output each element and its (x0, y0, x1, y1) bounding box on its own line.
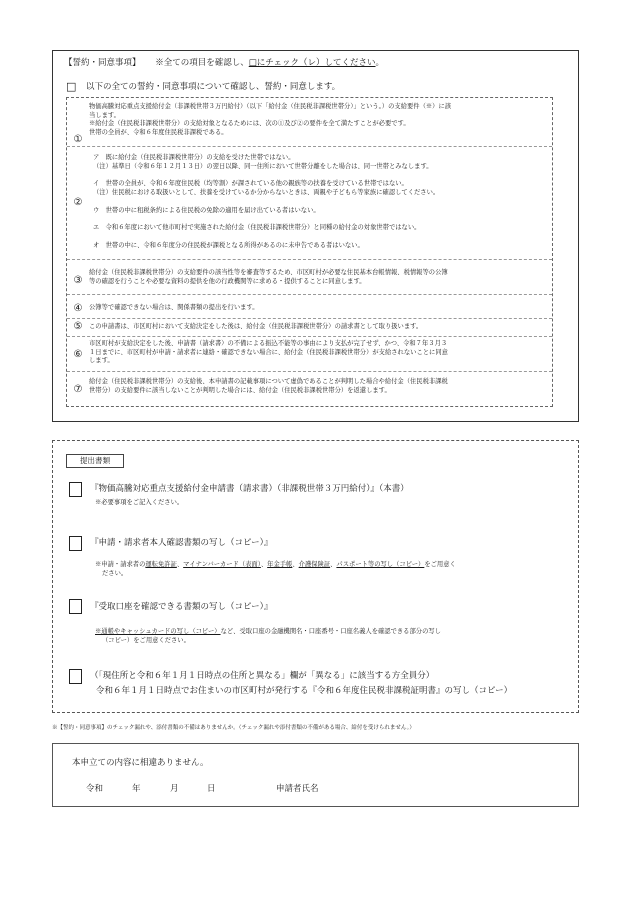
consent-item-2d: エ 令和６年度において他市町村で実施された給付金（住民税非課税世帯分）と同種の給付金の対象世帯ではない。 (93, 224, 421, 231)
item-number-7: ⑦ (73, 384, 83, 395)
document-note-2-cont: ださい。 (102, 570, 128, 577)
consent-item-5: この申請書は、市区町村において支給決定をした後は、給付金（住民税非課税世帯分）の請求書として取り扱います。 (89, 323, 423, 330)
document-note-3-cont: （コピー）をご用意ください。 (102, 637, 190, 644)
consent-header-note-link: □にチェック（レ）してください (248, 58, 376, 68)
main-consent-statement: 以下の全ての誓約・同意事項について確認し、誓約・同意します。 (86, 82, 341, 92)
consent-item-6: 市区町村が支給決定をした後、申請書（請求書）の不備による振込不能等の事由により支払が完了せず、かつ、令和７年３月３ １日までに、市区町村が申請・請求者に連絡・確認できない場合に、給付金（住民税非課税世帯分）が支給されないことに同意 します。 (89, 340, 448, 365)
item-number-1: ① (73, 134, 83, 145)
consent-header: 【誓約・同意事項】 ※全ての項目を確認し、□にチェック（レ）してください。 (64, 58, 385, 68)
documents-tag: 提出書類 (66, 454, 124, 468)
declaration-statement: 本申立ての内容に相違ありません。 (72, 758, 209, 768)
consent-item-2a: ア 既に給付金（住民税非課税世帯分）の支給を受けた世帯ではない。 （注）基準日（令和６年１２月１３日）の翌日以降、同一住所において世帯分離をした場合は、同一世帯とみなします。 (93, 154, 433, 170)
date-day-label: 日 (207, 784, 216, 794)
consent-header-note: ※全ての項目を確認し、 (155, 58, 249, 68)
date-year-label: 年 (132, 784, 141, 794)
applicant-name-label: 申請者氏名 (276, 784, 319, 794)
item-number-3: ③ (73, 275, 83, 286)
consent-header-title: 【誓約・同意事項】 (64, 58, 141, 68)
consent-item-2c: ウ 世帯の中に租税条約による住民税の免除の適用を届け出ている者はいない。 (93, 207, 320, 214)
item-number-6: ⑥ (73, 349, 83, 360)
consent-item-3: 給付金（住民税非課税世帯分）の支給要件の該当性等を審査等するため、市区町村が必要な住民基本台帳情報、税情報等の公簿 等の確認を行うことや必要な資料の提供を他の行政機関等に求める・提供することに同意します。 (89, 269, 448, 285)
document-note-3: ※通帳やキャッシュカードの写し（コピー）など、受取口座の金融機関名・口座番号・口座名義人を確認できる部分の写し (95, 628, 441, 635)
document-title-3: 『受取口座を確認できる書類の写し（コピー）』 (90, 602, 273, 612)
document-checkbox-1[interactable] (69, 482, 82, 497)
document-checkbox-4[interactable] (69, 669, 82, 684)
document-title-2: 『申請・請求者本人確認書類の写し（コピー）』 (90, 538, 273, 548)
date-month-label: 月 (170, 784, 179, 794)
item-number-4: ④ (73, 303, 83, 314)
date-era-label: 令和 (86, 784, 104, 794)
declaration-section (52, 743, 579, 807)
item-number-2: ② (73, 197, 83, 208)
document-note-2: ※申請・請求者の運転免許証、マイナンバーカード（表面）、年金手帳、介護保険証、パスポート等の写し（コピー）をご用意く (95, 561, 456, 568)
document-title-4: （「現住所と令和６年１月１日時点の住所と異なる」欄が「異なる」に該当する方全員分） (90, 671, 435, 681)
document-checkbox-2[interactable] (69, 536, 82, 551)
consent-item-4: 公簿等で確認できない場合は、関係書類の提出を行います。 (89, 304, 259, 311)
document-note-1: ※必要事項をご記入ください。 (95, 499, 184, 506)
document-checkbox-3[interactable] (69, 599, 82, 614)
consent-item-2b: イ 世帯の全員が、令和６年度住民税（均等割）が課されている他の親族等の扶養を受けている世帯ではない。 （注）住民税における取扱いとして、扶養を受けているか分からないときは、両親や子どもら等家族に確認してください。 (93, 180, 440, 196)
item-number-5: ⑤ (73, 321, 83, 332)
document-title-1: 『物価高騰対応重点支援給付金申請書（請求書）（非課税世帯３万円給付）』（本書） (90, 484, 409, 494)
consent-items-box (66, 97, 553, 407)
consent-item-7: 給付金（住民税非課税世帯分）の支給後、本申請書の記載事項について虚偽であることが判明した場合や給付金（住民税非課税 世帯分）の支給要件に該当しないことが判明した場合には、給付金（住民税非課税世帯分）を返還します。 (89, 378, 448, 394)
consent-item-1: 物価高騰対応重点支援給付金（非課税世帯３万円給付）（以下「給付金（住民税非課税世帯分）」という。）の支給要件（※）に該 当します。 ※給付金（住民税非課税世帯分）の支給対象となるためには、次の①及び②の要件を全て満たすことが必要です。 世帯の全員が、令和６年度住民税非課税である。 (89, 103, 452, 136)
main-consent-checkbox[interactable]: □ (66, 80, 77, 93)
checklist-footnote: ※【誓約・同意事項】のチェック漏れや、添付書類の不備はありませんか。（チェック漏れや添付書類の不備がある場合、給付を受けられません。） (52, 725, 415, 731)
consent-item-2e: オ 世帯の中に、令和６年度分の住民税が課税となる所得があるのに未申告である者はいない。 (93, 242, 364, 249)
document-title-4-line2: 令和６年１月１日時点でお住まいの市区町村が発行する『令和６年度住民税非課税証明書』の写し（コピー） (96, 686, 513, 696)
